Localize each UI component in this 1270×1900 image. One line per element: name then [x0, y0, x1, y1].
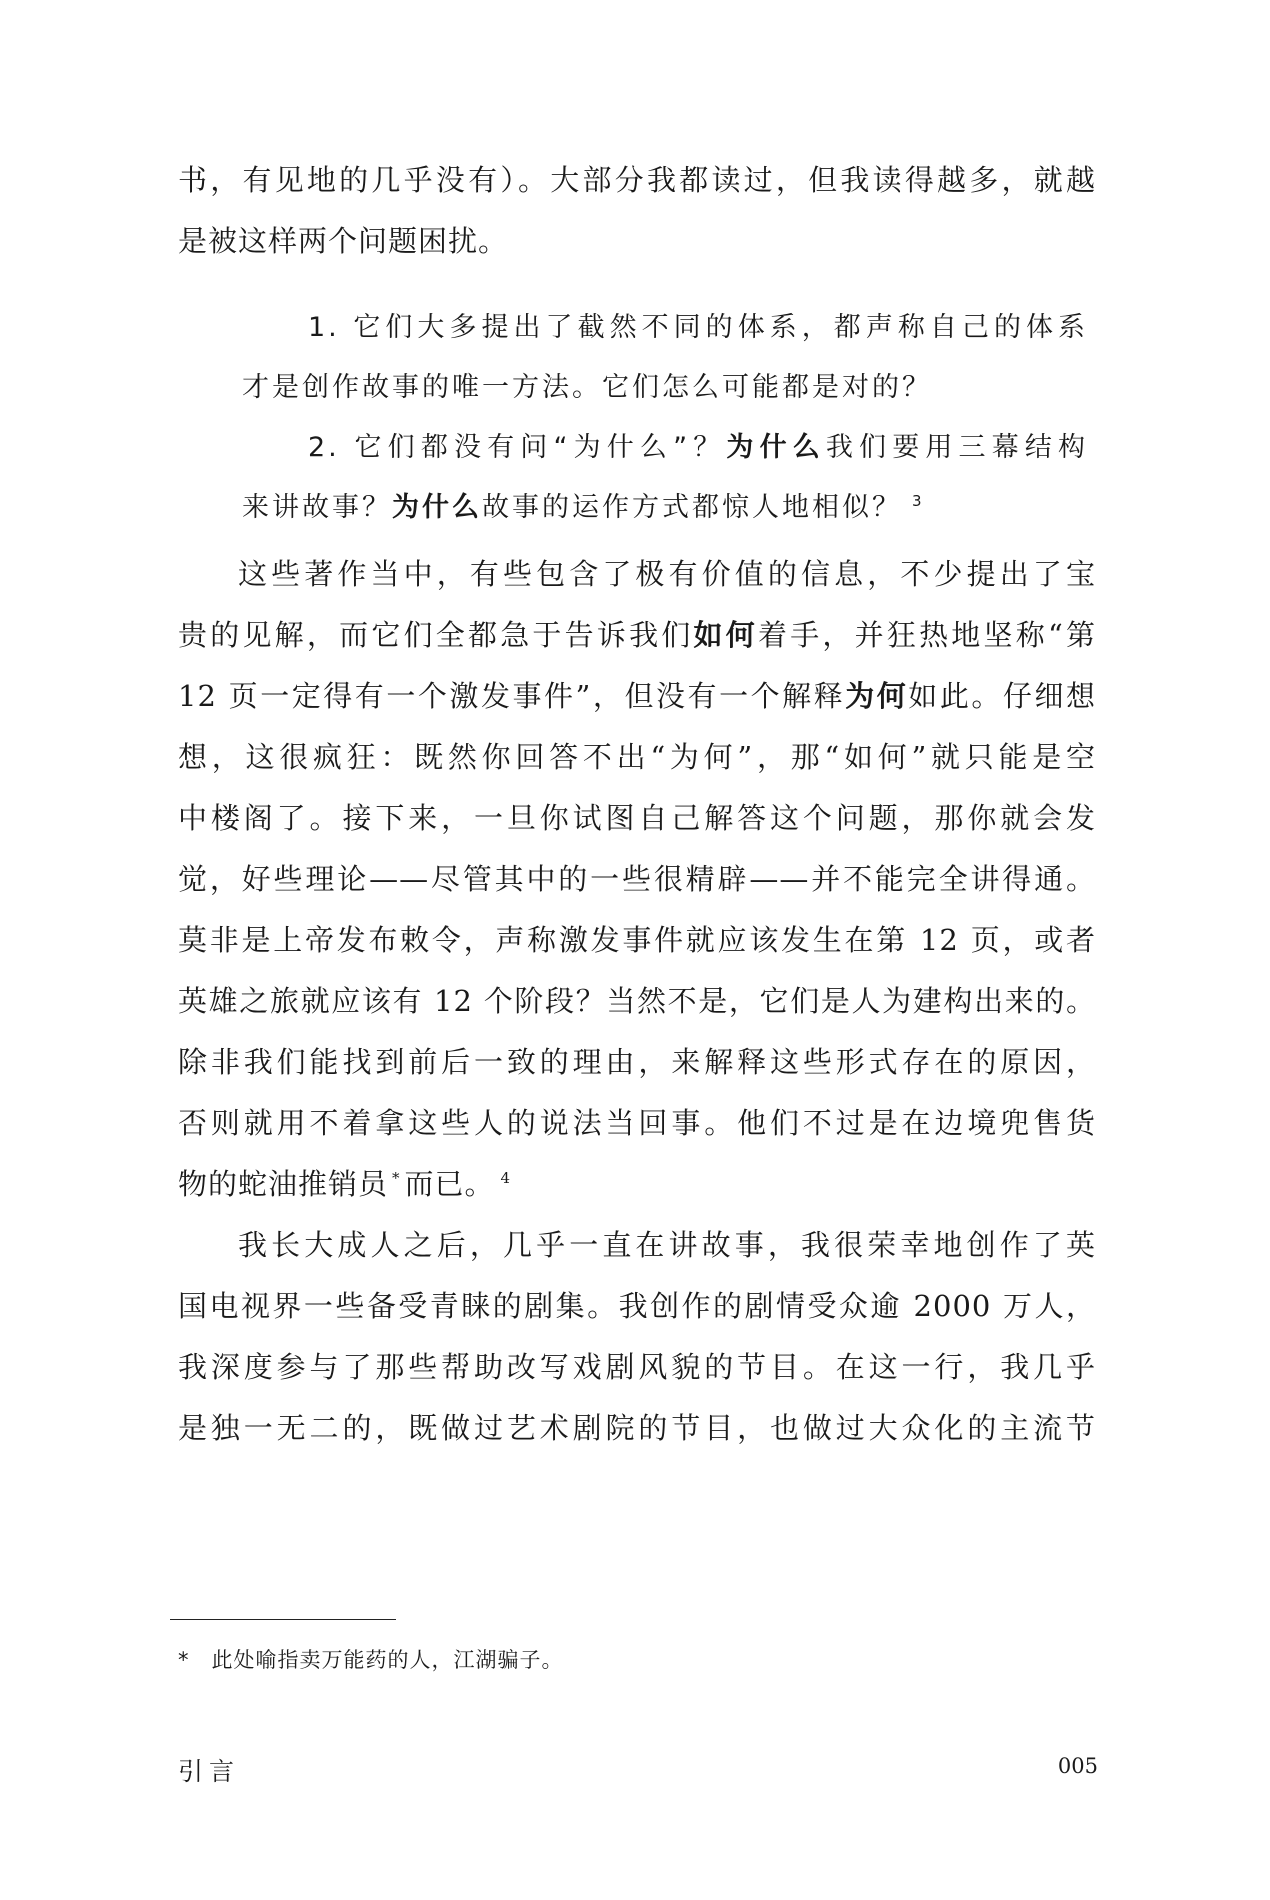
text-line	[178, 1154, 1096, 1215]
endnote-reference: 4	[500, 1169, 512, 1188]
footnote-text: 此处喻指卖万能药的人，江湖骗子。	[211, 1648, 564, 1672]
list-item-2-line-1	[242, 418, 1088, 478]
list-text: 来讲故事？	[242, 492, 392, 523]
page-number: 005	[1057, 1754, 1098, 1778]
paragraph-continued	[178, 150, 1096, 272]
list-text: 才是创作故事的唯一方法。它们怎么可能都是对的？	[242, 372, 932, 403]
text-line: 想，这很疯狂：既然你回答不出“为何”，那“如何”就只能是空	[178, 740, 1096, 774]
paragraph-last	[178, 1215, 1096, 1459]
text-line: 这些著作当中，有些包含了极有价值的信息，不少提出了宝	[238, 557, 1096, 591]
text-span: 而已。	[404, 1167, 495, 1201]
numbered-list	[242, 298, 1088, 538]
text-span: 12 页一定得有一个激发事件”，但没有一个解释	[178, 679, 846, 713]
footnote	[178, 1645, 564, 1675]
list-text: 我们要用三幕结构	[825, 432, 1089, 463]
footnote-divider	[170, 1619, 396, 1620]
footnote-reference: *	[392, 1169, 401, 1188]
emphasis-text: 如何	[693, 618, 758, 652]
emphasis-text: 为什么	[392, 492, 482, 523]
text-line	[178, 666, 1096, 727]
running-head: 引言	[178, 1757, 241, 1786]
list-item-1-line-2	[242, 358, 1088, 418]
endnote-reference: 3	[912, 492, 925, 510]
list-text: 2. 它们都没有问“为什么”？	[308, 432, 727, 463]
text-line: 我长大成人之后，几乎一直在讲故事，我很荣幸地创作了英	[238, 1228, 1096, 1262]
paragraph-main	[178, 544, 1096, 1215]
text-span: 贵的见解，而它们全都急于告诉我们	[178, 618, 694, 652]
list-item-1-line-1	[242, 298, 1088, 358]
list-text: 故事的运作方式都惊人地相似？	[482, 492, 902, 523]
text-line: 是独一无二的，既做过艺术剧院的节目，也做过大众化的主流节	[178, 1411, 1096, 1445]
footnote-marker: *	[178, 1648, 190, 1672]
text-span: 物的蛇油推销员	[178, 1167, 389, 1201]
text-line: 莫非是上帝发布敕令，声称激发事件就应该发生在第 12 页，或者	[178, 923, 1096, 957]
text-line: 觉，好些理论——尽管其中的一些很精辟——并不能完全讲得通。	[178, 862, 1096, 896]
text-line: 英雄之旅就应该有 12 个阶段？当然不是，它们是人为建构出来的。	[178, 984, 1096, 1018]
text-line: 国电视界一些备受青睐的剧集。我创作的剧情受众逾 2000 万人，	[178, 1289, 1096, 1323]
text-line: 是被这样两个问题困扰。	[178, 224, 509, 258]
text-line: 中楼阁了。接下来，一旦你试图自己解答这个问题，那你就会发	[178, 801, 1096, 835]
text-line: 书，有见地的几乎没有）。大部分我都读过，但我读得越多，就越	[178, 163, 1096, 197]
text-line: 我深度参与了那些帮助改写戏剧风貌的节目。在这一行，我几乎	[178, 1350, 1096, 1384]
list-text: 1. 它们大多提出了截然不同的体系，都声称自己的体系	[308, 312, 1088, 343]
text-line: 除非我们能找到前后一致的理由，来解释这些形式存在的原因，	[178, 1045, 1096, 1079]
text-span: 如此。仔细想	[908, 679, 1096, 713]
emphasis-text: 为何	[845, 679, 909, 713]
emphasis-text: 为什么	[726, 432, 826, 463]
text-span: 着手，并狂热地坚称“第	[757, 618, 1096, 652]
text-line	[178, 605, 1096, 666]
text-line: 否则就用不着拿这些人的说法当回事。他们不过是在边境兜售货	[178, 1106, 1096, 1140]
list-item-2-line-2	[242, 478, 1088, 538]
